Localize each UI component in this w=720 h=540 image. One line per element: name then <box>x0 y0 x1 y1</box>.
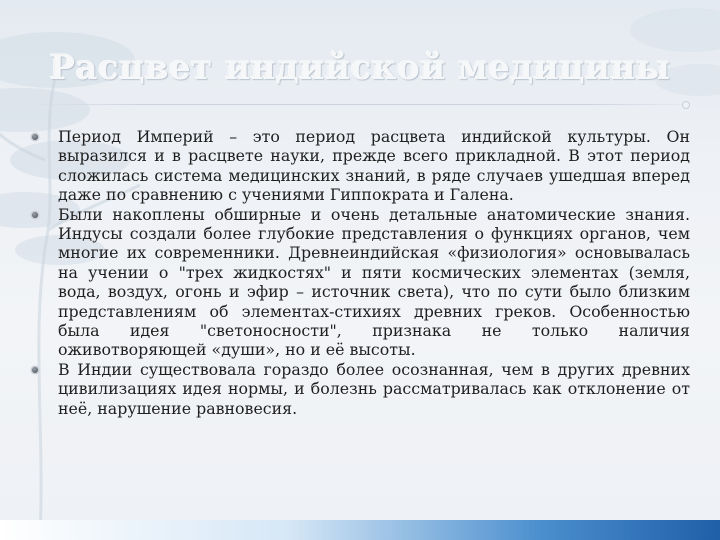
bullet-item <box>30 360 690 418</box>
bullet-item <box>30 127 690 205</box>
bullet-icon <box>32 367 38 373</box>
title-divider <box>38 104 688 105</box>
bottom-accent-bar <box>0 520 720 540</box>
bullet-text: Период Империй – это период расцвета индийской культуры. Он выразился и в расцвете науки, прежде всего прикладной. В этот период сложилась система медицинских знаний, в ряде случаев ушедшая вперед даже по сравнению с учениями Гиппократа и Галена. <box>58 127 690 205</box>
bullet-icon <box>32 212 38 218</box>
bullet-text: В Индии существовала гораздо более осознанная, чем в других древних цивилизациях идея нормы, и болезнь рассматривалась как отклонение от неё, нарушение равновесия. <box>58 359 690 418</box>
slide-title: Расцвет индийской медицины <box>49 48 671 88</box>
bullet-icon <box>32 134 38 140</box>
bullet-text: Были накоплены обширные и очень детальные анатомические знания. Индусы создали более глубокие представления о функциях органов, чем многие их современники. Древнеиндийская «физиология» основывалась на учении о "трех жидкостях" и пяти космических элементах (земля, вода, воздух, огонь и эфир – источник света), что по сути было близким представлениям об элементах-стихиях древних греков. Особенностью была идея "светоносности", признака не только наличия оживотворяющей «души», но и её высоты. <box>58 204 690 360</box>
bullet-list <box>30 127 690 418</box>
bullet-item <box>30 205 690 360</box>
title-divider-ornament <box>682 101 690 109</box>
